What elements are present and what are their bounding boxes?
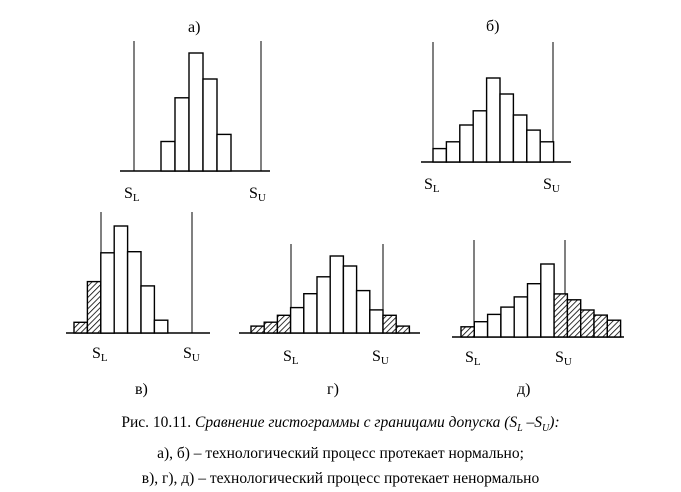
out-of-tolerance-bar-v-2 <box>87 282 100 333</box>
histogram-bar-a-4 <box>203 79 217 171</box>
upper-limit-label-b: SU <box>543 176 560 195</box>
out-of-tolerance-bar-d-12 <box>607 320 620 337</box>
histogram-bar-d-6 <box>528 284 541 337</box>
histogram-bar-v-3 <box>101 253 114 333</box>
histogram-bar-a-1 <box>161 142 175 172</box>
histogram-bar-d-4 <box>501 307 514 337</box>
panel-label-d: д) <box>517 381 531 398</box>
histogram-bar-b-4 <box>473 111 486 162</box>
upper-limit-label-g: SU <box>372 348 389 367</box>
lower-limit-label-g: SL <box>283 348 299 367</box>
panel-label-v: в) <box>135 381 148 398</box>
caption-line-3: в), г), д) – технологический процесс протекает ненормально <box>141 470 540 488</box>
panel-d <box>452 240 624 398</box>
histogram-bar-a-3 <box>189 53 203 171</box>
bars-v <box>74 226 168 333</box>
out-of-tolerance-bar-g-3 <box>277 315 290 333</box>
histogram-bar-v-5 <box>128 252 141 333</box>
out-of-tolerance-bar-d-11 <box>594 315 607 337</box>
lower-limit-label-d: SL <box>465 349 481 368</box>
histogram-bar-g-7 <box>330 256 343 333</box>
bars-a <box>161 53 231 171</box>
out-of-tolerance-bar-g-2 <box>264 322 277 333</box>
out-of-tolerance-bar-d-1 <box>461 327 474 337</box>
out-of-tolerance-bar-g-12 <box>396 326 409 333</box>
upper-limit-label-v: SU <box>183 345 200 364</box>
histogram-bar-d-5 <box>514 297 527 337</box>
histogram-bar-a-2 <box>175 98 189 171</box>
histogram-bar-g-8 <box>343 266 356 333</box>
lower-limit-label-a: SL <box>124 185 140 204</box>
histogram-bar-b-9 <box>540 142 553 162</box>
histogram-bar-d-3 <box>488 314 501 337</box>
histogram-bar-b-1 <box>433 149 446 162</box>
panel-label-b: б) <box>486 18 500 35</box>
out-of-tolerance-bar-d-9 <box>567 300 580 337</box>
histogram-bar-b-5 <box>487 78 500 162</box>
histogram-bar-g-5 <box>304 294 317 333</box>
histogram-bar-a-5 <box>217 134 231 171</box>
histogram-bar-b-8 <box>527 130 540 162</box>
histogram-bar-b-2 <box>446 142 459 162</box>
out-of-tolerance-bar-v-1 <box>74 322 87 333</box>
panel-a <box>120 19 270 204</box>
histogram-bar-g-6 <box>317 277 330 333</box>
histogram-bar-b-3 <box>460 125 473 162</box>
histogram-bar-g-10 <box>370 310 383 333</box>
histogram-bar-d-7 <box>541 264 554 337</box>
panel-b <box>421 18 571 195</box>
bars-b <box>433 78 554 162</box>
histogram-bar-d-2 <box>474 322 487 337</box>
out-of-tolerance-bar-g-11 <box>383 315 396 333</box>
histogram-bar-b-7 <box>513 115 526 162</box>
out-of-tolerance-bar-g-1 <box>251 326 264 333</box>
bars-d <box>461 264 621 337</box>
figure-caption <box>0 410 681 491</box>
upper-limit-label-a: SU <box>249 185 266 204</box>
caption-title: Сравнение гистограммы с границами допуска ($S_L$ $-S_U$): <box>195 414 560 435</box>
panel-label-g: г) <box>327 381 339 398</box>
caption-line-2: а), б) – технологический процесс протекает нормально; <box>157 445 524 463</box>
panel-label-a: а) <box>188 19 201 36</box>
lower-limit-label-v: SL <box>92 345 108 364</box>
histogram-bar-v-7 <box>154 320 167 333</box>
histogram-bar-v-4 <box>114 226 127 333</box>
histogram-bar-g-4 <box>291 308 304 333</box>
out-of-tolerance-bar-d-10 <box>581 310 594 337</box>
histogram-bar-v-6 <box>141 286 154 333</box>
panel-g <box>239 244 420 398</box>
caption-prefix: Рис. 10.11. <box>121 414 192 431</box>
panel-v <box>66 212 210 398</box>
lower-limit-label-b: SL <box>424 176 440 195</box>
histogram-bar-b-6 <box>500 94 513 162</box>
bars-g <box>251 256 409 333</box>
caption-line-1 <box>0 410 681 441</box>
histogram-bar-g-9 <box>357 291 370 333</box>
upper-limit-label-d: SU <box>555 349 572 368</box>
out-of-tolerance-bar-d-8 <box>554 294 567 337</box>
